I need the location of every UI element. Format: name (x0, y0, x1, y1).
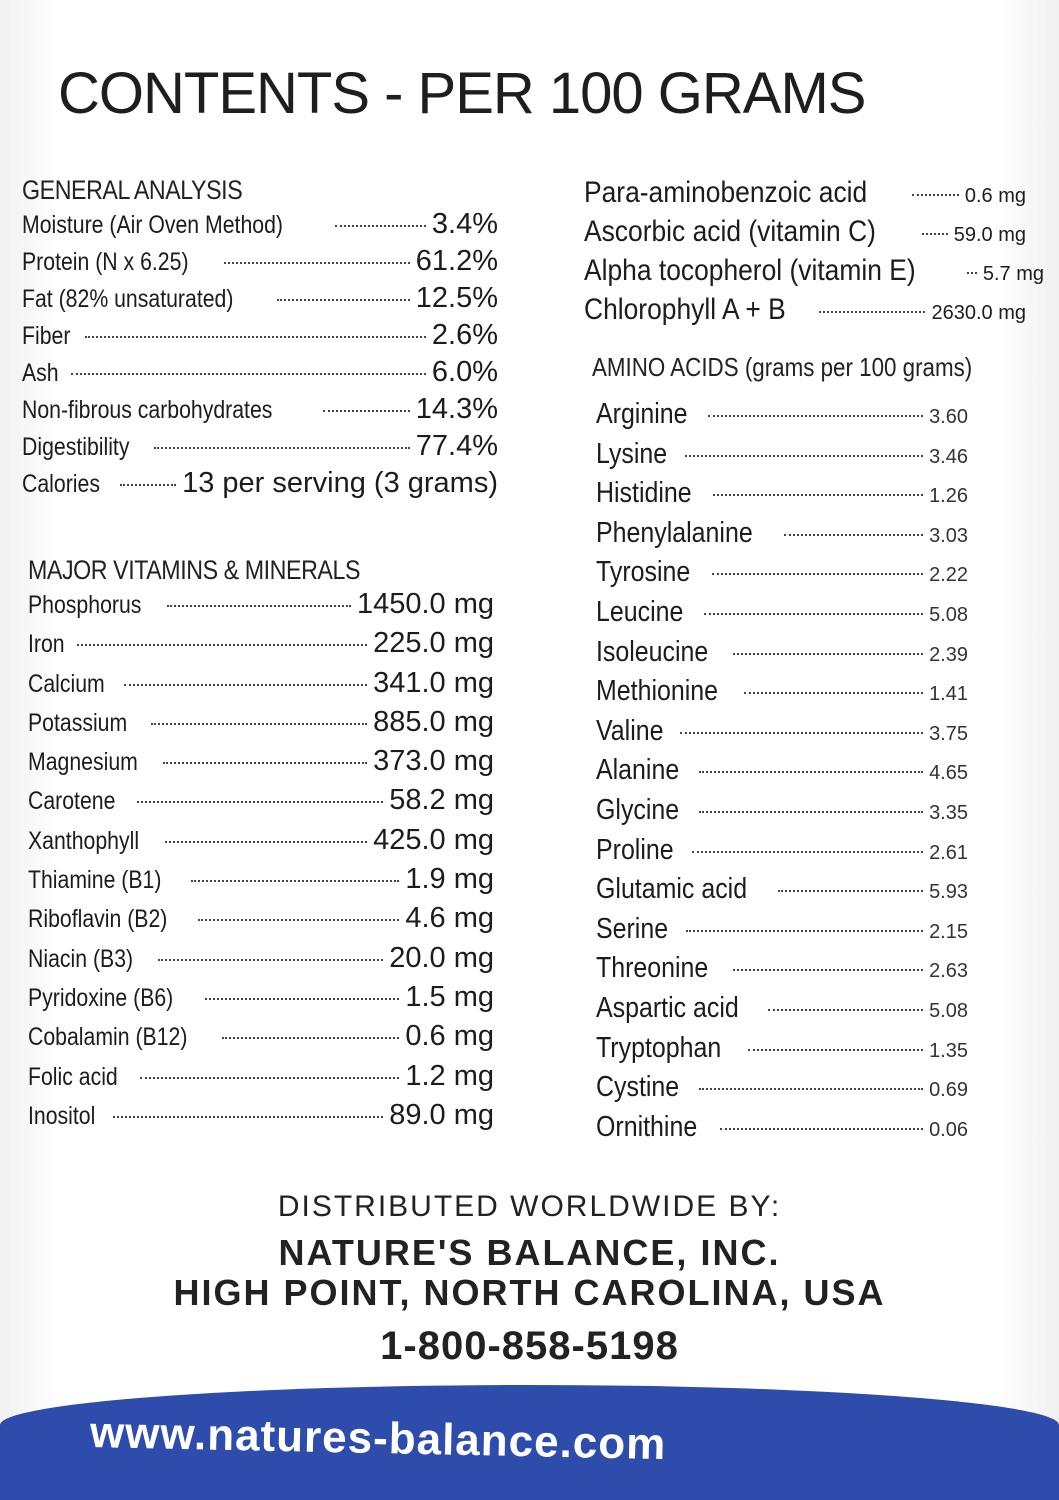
nutrient-value: 14.3% (415, 393, 498, 425)
dot-leader (699, 771, 923, 773)
nutrient-name: Cobalamin (B12) (28, 1023, 188, 1052)
nutrient-value: 2.61 (929, 841, 968, 864)
nutrient-value: 4.6 mg (405, 902, 494, 935)
nutrient-value: 2.63 (929, 960, 968, 983)
company-name: NATURE'S BALANCE, INC. (278, 1232, 781, 1273)
nutrient-value: 89.0 mg (389, 1098, 494, 1131)
nutrient-value: 225.0 mg (373, 627, 494, 660)
nutrient-value: 341.0 mg (373, 666, 494, 699)
nutrient-name: Glycine (596, 793, 680, 826)
dot-leader (77, 644, 367, 646)
nutrient-value: 3.46 (929, 445, 968, 468)
dot-leader (733, 969, 923, 971)
nutrient-value: 5.08 (929, 603, 968, 626)
dot-leader (819, 311, 925, 313)
nutrient-value: 6.0% (431, 356, 498, 388)
dot-leader (778, 890, 923, 892)
nutrient-row (28, 706, 494, 745)
nutrient-value: 2.15 (929, 920, 968, 943)
general-analysis-heading: GENERAL ANALYSIS (22, 175, 243, 205)
dot-leader (768, 1009, 923, 1011)
vitamins-minerals-section (28, 552, 494, 1138)
nutrient-value: 2.6% (431, 319, 498, 351)
nutrient-value: 5.08 (929, 999, 968, 1022)
nutrient-name: Leucine (596, 595, 684, 628)
nutrient-name: Alanine (596, 754, 680, 787)
nutrient-name: Chlorophyll A + B (584, 293, 786, 326)
nutrient-row (22, 245, 498, 282)
nutrient-row (28, 942, 494, 981)
dot-leader (748, 1049, 923, 1051)
nutrient-value: 20.0 mg (389, 941, 494, 974)
nutrient-name: Threonine (596, 952, 709, 985)
dot-leader (154, 447, 409, 449)
general-analysis-list (22, 208, 498, 504)
nutrient-value: 0.06 (929, 1118, 968, 1141)
nutrient-name: Phenylalanine (596, 516, 753, 549)
nutrient-name: Moisture (Air Oven Method) (22, 211, 283, 239)
dot-leader (163, 762, 367, 764)
dot-leader (967, 272, 977, 274)
amino-acids-section (596, 398, 968, 1150)
nutrient-row (596, 834, 968, 874)
nutrient-row (28, 784, 494, 823)
dot-leader (165, 841, 367, 843)
amino-acids-list (596, 398, 968, 1150)
other-nutrients-section (584, 176, 1045, 332)
dot-leader (720, 1128, 923, 1130)
nutrient-row (596, 556, 968, 596)
nutrient-name: Serine (596, 912, 669, 945)
nutrient-value: 2.39 (929, 643, 968, 666)
nutrient-name: Riboflavin (B2) (28, 905, 168, 934)
dot-leader (323, 410, 410, 412)
nutrient-name: Calcium (28, 669, 105, 698)
nutrient-value: 1.41 (929, 683, 968, 706)
dot-leader (277, 299, 410, 301)
nutrient-name: Folic acid (28, 1062, 118, 1091)
nutrient-row (28, 745, 494, 784)
dot-leader (680, 732, 923, 734)
dot-leader (158, 959, 384, 961)
nutrient-row (596, 675, 968, 715)
nutrient-value: 3.75 (929, 722, 968, 745)
nutrient-value: 425.0 mg (373, 823, 494, 856)
nutrient-name: Niacin (B3) (28, 944, 134, 973)
nutrient-name: Lysine (596, 437, 668, 470)
general-analysis-section (22, 172, 498, 504)
nutrient-name: Glutamic acid (596, 873, 748, 906)
dot-leader (205, 998, 399, 1000)
dot-leader (922, 233, 948, 235)
nutrient-value: 5.7 mg (982, 263, 1045, 285)
nutrient-row (596, 438, 968, 478)
nutrient-value: 12.5% (415, 282, 498, 314)
nutrient-name: Ornithine (596, 1110, 698, 1143)
nutrient-name: Alpha tocopherol (vitamin E) (584, 254, 916, 287)
nutrient-value: 3.35 (929, 801, 968, 824)
nutrient-value: 58.2 mg (389, 784, 494, 817)
dot-leader (335, 225, 426, 227)
nutrient-row (596, 873, 968, 913)
vitamins-minerals-heading: MAJOR VITAMINS & MINERALS (28, 555, 361, 585)
nutrient-row (596, 794, 968, 834)
nutrient-name: Isoleucine (596, 635, 709, 668)
nutrient-value: 2630.0 mg (931, 302, 1026, 324)
nutrient-row (22, 467, 498, 504)
dot-leader (699, 1088, 923, 1090)
nutrient-row (584, 293, 1026, 332)
nutrient-value: 1.2 mg (405, 1059, 494, 1092)
distributor-heading: DISTRIBUTED WORLDWIDE BY: (277, 1190, 782, 1223)
nutrient-row (28, 1060, 494, 1099)
nutrient-name: Digestibility (22, 433, 130, 461)
nutrient-value: 61.2% (415, 245, 498, 277)
nutrient-name: Thiamine (B1) (28, 866, 162, 895)
nutrient-name: Para-aminobenzoic acid (584, 176, 868, 209)
nutrient-row (22, 393, 498, 430)
nutrient-name: Ascorbic acid (vitamin C) (584, 215, 876, 248)
nutrient-row (28, 981, 494, 1020)
dot-leader (784, 534, 923, 536)
nutrient-value: 5.93 (929, 881, 968, 904)
nutrient-value: 3.60 (929, 406, 968, 428)
nutrient-value: 1.35 (929, 1039, 968, 1062)
nutrient-value: 4.65 (929, 762, 968, 785)
other-nutrients-list (584, 176, 1045, 332)
nutrient-name: Aspartic acid (596, 991, 739, 1024)
nutrient-row (596, 913, 968, 953)
nutrient-row (584, 254, 1045, 293)
nutrient-row (28, 1099, 494, 1138)
dot-leader (704, 613, 923, 615)
nutrient-value: 1.26 (929, 485, 968, 508)
nutrient-name: Cystine (596, 1071, 680, 1104)
dot-leader (712, 573, 923, 575)
dot-leader (686, 930, 923, 932)
nutrient-name: Tryptophan (596, 1031, 722, 1064)
nutrient-name: Pyridoxine (B6) (28, 983, 174, 1012)
nutrient-row (596, 517, 968, 557)
nutrient-name: Fiber (22, 322, 71, 350)
nutrient-value: 1.5 mg (405, 980, 494, 1013)
nutrient-name: Fat (82% unsaturated) (22, 285, 234, 313)
nutrient-row (22, 319, 498, 356)
vitamins-minerals-list (28, 588, 494, 1138)
nutrient-name: Tyrosine (596, 556, 691, 589)
nutrient-row (596, 1071, 968, 1111)
nutrient-row (596, 992, 968, 1032)
nutrient-row (22, 356, 498, 393)
nutrient-value: 13 per serving (3 grams) (182, 467, 498, 499)
nutrient-row (596, 636, 968, 676)
nutrient-value: 1450.0 mg (356, 588, 494, 620)
nutrient-row (584, 176, 1026, 215)
nutrient-row (596, 1111, 968, 1151)
nutrient-value: 885.0 mg (373, 705, 494, 738)
nutrient-value: 77.4% (415, 430, 498, 462)
nutrient-row (28, 588, 494, 627)
dot-leader (71, 373, 426, 375)
nutrient-value: 373.0 mg (373, 745, 494, 778)
company-location: HIGH POINT, NORTH CAROLINA, USA (173, 1272, 886, 1313)
amino-acids-heading: AMINO ACIDS (grams per 100 grams) (592, 352, 973, 382)
dot-leader (708, 415, 923, 417)
nutrient-name: Xanthophyll (28, 826, 140, 855)
dot-leader (198, 919, 399, 921)
nutrient-name: Methionine (596, 675, 719, 708)
dot-leader (124, 684, 367, 686)
dot-leader (140, 1077, 400, 1079)
phone-number: 1-800-858-5198 (380, 1324, 679, 1368)
nutrient-row (596, 477, 968, 517)
dot-leader (137, 801, 383, 803)
nutrient-name: Protein (N x 6.25) (22, 248, 189, 276)
nutrient-row (28, 863, 494, 902)
dot-leader (744, 692, 923, 694)
nutrient-value: 0.6 mg (405, 1020, 494, 1053)
nutrient-name: Calories (22, 470, 100, 498)
nutrient-name: Valine (596, 714, 664, 747)
nutrient-row (596, 398, 968, 438)
nutrient-name: Proline (596, 833, 674, 866)
nutrient-row (596, 754, 968, 794)
dot-leader (713, 494, 923, 496)
nutrient-name: Non-fibrous carbohydrates (22, 396, 273, 424)
nutrient-name: Iron (28, 630, 65, 659)
nutrient-row (596, 715, 968, 755)
nutrient-row (22, 430, 498, 467)
website-link[interactable]: www.natures-balance.com (89, 1408, 667, 1470)
nutrient-row (28, 1020, 494, 1059)
nutrient-name: Phosphorus (28, 591, 142, 619)
nutrient-row (22, 208, 498, 245)
dot-leader (85, 336, 426, 338)
dot-leader (733, 653, 923, 655)
nutrient-name: Potassium (28, 708, 128, 737)
dot-leader (191, 880, 399, 882)
dot-leader (113, 1116, 383, 1118)
dot-leader (120, 484, 176, 486)
dot-leader (167, 605, 351, 607)
dot-leader (912, 194, 959, 196)
nutrient-name: Arginine (596, 398, 688, 430)
nutrient-value: 0.6 mg (964, 185, 1026, 207)
dot-leader (224, 262, 410, 264)
nutrient-row (596, 1032, 968, 1072)
nutrient-name: Magnesium (28, 748, 138, 777)
page-title: CONTENTS - PER 100 GRAMS (58, 61, 866, 126)
nutrient-value: 0.69 (929, 1079, 968, 1102)
nutrient-row (584, 215, 1026, 254)
nutrient-value: 59.0 mg (953, 224, 1026, 246)
nutrient-name: Ash (22, 359, 59, 387)
dot-leader (685, 455, 923, 457)
nutrient-name: Histidine (596, 477, 692, 510)
nutrient-value: 2.22 (929, 564, 968, 587)
nutrient-row (596, 596, 968, 636)
nutrient-value: 3.4% (431, 208, 498, 240)
nutrient-row (28, 824, 494, 863)
nutrient-row (596, 952, 968, 992)
dot-leader (692, 851, 923, 853)
nutrient-row (22, 282, 498, 319)
dot-leader (151, 723, 367, 725)
nutrient-value: 1.9 mg (405, 863, 494, 896)
dot-leader (699, 811, 923, 813)
nutrient-row (28, 667, 494, 706)
nutrient-value: 3.03 (929, 524, 968, 547)
nutrient-name: Inositol (28, 1101, 96, 1130)
nutrient-name: Carotene (28, 787, 116, 816)
nutrient-row (28, 627, 494, 666)
nutrient-row (28, 902, 494, 941)
dot-leader (222, 1037, 400, 1039)
